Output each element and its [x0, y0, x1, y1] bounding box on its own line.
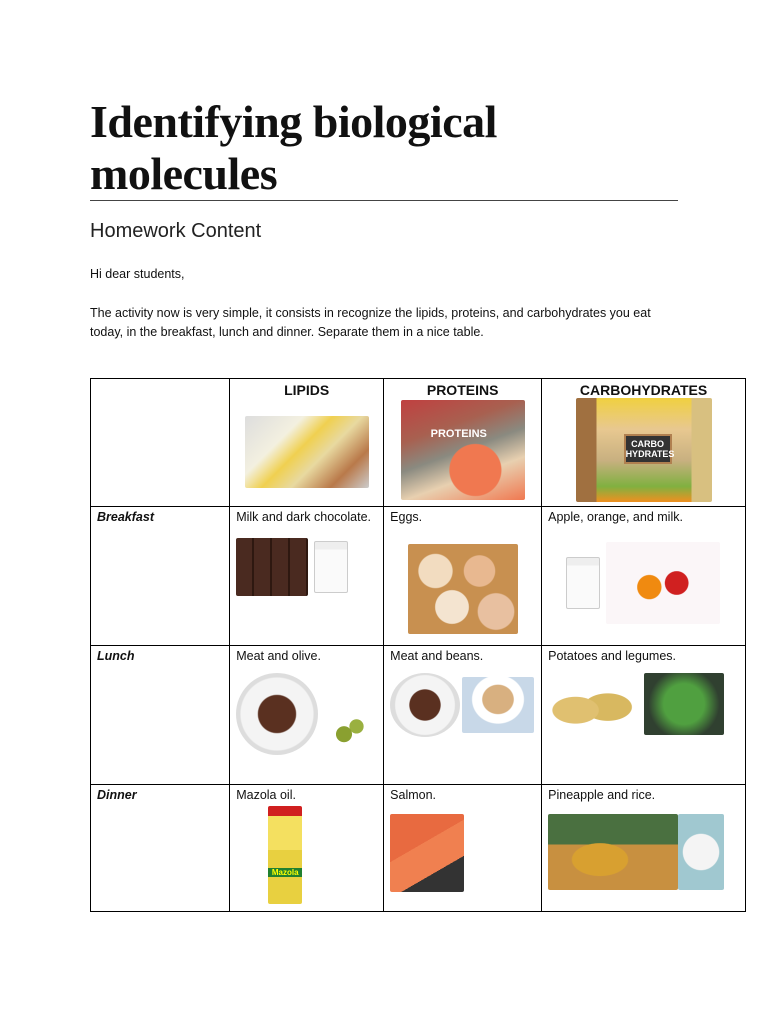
beans-bowl-image — [462, 677, 534, 733]
header-label: CARBOHYDRATES — [579, 382, 708, 398]
carbohydrates-image-label: CARBO HYDRATES — [624, 434, 672, 464]
cell-text: Potatoes and legumes. — [548, 649, 677, 663]
page-title: Identifying biological molecules — [90, 96, 497, 199]
breakfast-lipids — [230, 507, 384, 646]
lunch-proteins — [384, 646, 542, 785]
cell-text: Apple, orange, and milk. — [548, 510, 683, 524]
mazola-label: Mazola — [268, 868, 302, 877]
cell-text: Salmon. — [390, 788, 437, 802]
table-row-lunch — [91, 646, 746, 785]
breakfast-carbohydrates — [542, 507, 746, 646]
cell-text: Meat and beans. — [390, 649, 484, 663]
carbohydrates-image — [576, 398, 712, 502]
lunch-carbohydrates — [542, 646, 746, 785]
rice-image — [678, 814, 724, 890]
lunch-lipids — [230, 646, 384, 785]
breakfast-proteins — [384, 507, 542, 646]
olive-image — [324, 703, 374, 755]
eggs-image — [408, 544, 518, 634]
steak-plate-image — [390, 673, 460, 737]
row-label: Lunch — [91, 646, 230, 785]
proteins-image-label: PROTEINS — [430, 428, 487, 440]
mazola-oil-image — [268, 806, 302, 904]
header-lipids — [230, 379, 384, 507]
legumes-image — [644, 673, 724, 735]
table-row-dinner — [91, 785, 746, 912]
instructions: The activity now is very simple, it consists in recognize the lipids, proteins, and carbohydrates you eat today, in the breakfast, lunch and dinner. Separate them in a nice table. — [90, 306, 651, 339]
lipids-image — [245, 416, 369, 488]
steak-plate-image — [236, 673, 318, 755]
cell-text: Mazola oil. — [236, 788, 296, 802]
header-empty — [91, 379, 230, 507]
salmon-image — [390, 814, 464, 892]
table-row-breakfast — [91, 507, 746, 646]
cell-text: Meat and olive. — [236, 649, 321, 663]
dinner-proteins — [384, 785, 542, 912]
header-proteins — [384, 379, 542, 507]
header-label: PROTEINS — [426, 382, 499, 398]
header-carbohydrates — [542, 379, 746, 507]
apple-orange-image — [606, 542, 720, 624]
cell-text: Pineapple and rice. — [548, 788, 656, 802]
row-label: Dinner — [91, 785, 230, 912]
molecules-table — [90, 378, 746, 912]
milk-glass-image — [566, 557, 600, 609]
title-divider — [90, 200, 678, 201]
milk-glass-image — [314, 541, 348, 593]
proteins-image — [401, 400, 525, 500]
greeting: Hi dear students, — [90, 267, 185, 281]
header-label: LIPIDS — [284, 382, 330, 398]
potatoes-image — [548, 673, 640, 735]
pineapple-image — [548, 814, 678, 890]
cell-text: Eggs. — [390, 510, 423, 524]
dinner-carbohydrates — [542, 785, 746, 912]
table-header-row — [91, 379, 746, 507]
row-label: Breakfast — [91, 507, 230, 646]
cell-text: Milk and dark chocolate. — [236, 510, 371, 524]
subtitle: Homework Content — [90, 220, 262, 242]
chocolate-image — [236, 538, 308, 596]
dinner-lipids — [230, 785, 384, 912]
